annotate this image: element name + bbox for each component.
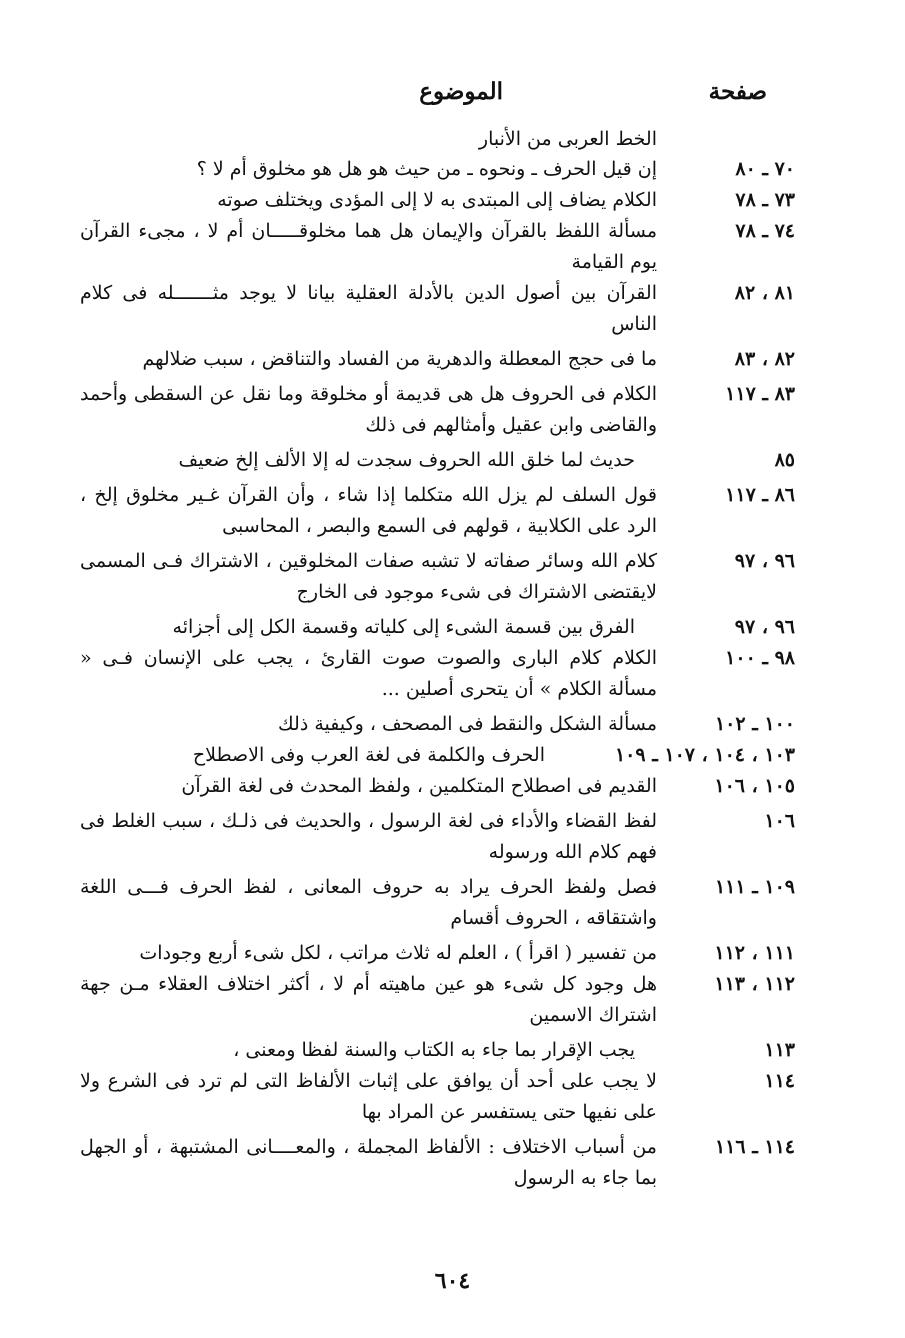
entry-topic: لا يجب على أحد أن يوافق على إثبات الألفاظ التى لم ترد فى الشرع ولا على نفيها حتى يستفسر عن المراد بها	[80, 1070, 657, 1123]
entry-topic: الكلام يضاف إلى المبتدى به لا إلى المؤدى ويختلف صوته	[217, 189, 657, 211]
entry-pages: ١١١ ، ١١٢	[714, 942, 795, 964]
index-entry	[0, 1132, 905, 1194]
page-number: ٦٠٤	[434, 1268, 471, 1294]
index-entry	[0, 344, 905, 375]
index-entry	[0, 546, 905, 608]
entry-topic: الفرق بين قسمة الشىء إلى كلياته وقسمة الكل إلى أجزائه	[172, 616, 635, 638]
entry-pages: ١٠٦	[764, 810, 795, 832]
index-entry	[0, 185, 905, 216]
index-entry	[0, 1035, 905, 1066]
entry-topic: إن قيل الحرف ـ ونحوه ـ من حيث هو هل هو مخلوق أم لا ؟	[196, 158, 657, 180]
entry-pages: ١٠٣ ، ١٠٤ ، ١٠٧ ـ ١٠٩	[614, 744, 795, 766]
index-entry	[0, 216, 905, 278]
entry-topic: الحرف والكلمة فى لغة العرب وفى الاصطلاح	[192, 744, 545, 766]
entry-topic: القرآن بين أصول الدين بالأدلة العقلية بيانا لا يوجد مثـــــــله فى كلام الناس	[80, 282, 657, 335]
index-entry	[0, 643, 905, 705]
intro-line: الخط العربى من الأنبار	[478, 128, 657, 150]
index-entry	[0, 806, 905, 868]
entry-topic: مسألة الشكل والنقط فى المصحف ، وكيفية ذلك	[278, 713, 657, 735]
index-entry	[0, 154, 905, 185]
index-entry	[0, 969, 905, 1031]
entry-pages: ١١٤	[764, 1070, 795, 1092]
entry-pages: ٨٦ ـ ١١٧	[725, 484, 795, 506]
index-entry	[0, 480, 905, 542]
entry-pages: ٩٦ ، ٩٧	[734, 550, 795, 572]
entry-pages: ١١٢ ، ١١٣	[714, 973, 795, 995]
entry-pages: ٨٢ ، ٨٣	[734, 348, 795, 370]
entry-topic: القديم فى اصطلاح المتكلمين ، ولفظ المحدث فى لغة القرآن	[181, 775, 657, 797]
entry-pages: ٨٥	[774, 449, 795, 471]
entry-topic: الكلام فى الحروف هل هى قديمة أو مخلوقة وما نقل عن السقطى وأحمد والقاضى وابن عقيل وأمثالهم فى ذلك	[80, 383, 657, 436]
entry-pages: ٧٤ ـ ٧٨	[735, 220, 795, 242]
index-entry	[0, 445, 905, 476]
entry-topic: من أسباب الاختلاف : الألفاظ المجملة ، والمعــــانى المشتبهة ، أو الجهل بما جاء به الرسول	[80, 1136, 657, 1189]
entry-topic: الكلام كلام البارى والصوت صوت القارئ ، يجب على الإنسان فـى « مسألة الكلام » أن يتحرى أصلين ...	[80, 647, 657, 700]
entry-topic: لفظ القضاء والأداء فى لغة الرسول ، والحديث فى ذلـك ، سبب الغلط فى فهم كلام الله ورسوله	[80, 810, 657, 863]
entry-topic: من تفسير ( اقرأ ) ، العلم له ثلاث مراتب ، لكل شىء أربع وجودات	[139, 942, 657, 964]
index-entry	[0, 379, 905, 441]
entry-topic: ما فى حجج المعطلة والدهرية من الفساد والتناقض ، سبب ضلالهم	[142, 348, 657, 370]
entry-pages: ٧٠ ـ ٨٠	[735, 158, 795, 180]
entry-pages: ١٠٩ ـ ١١١	[714, 876, 795, 898]
entry-pages: ٨١ ، ٨٢	[734, 282, 795, 304]
index-entry	[0, 612, 905, 643]
index-entry	[0, 1066, 905, 1128]
entry-pages: ١١٤ ـ ١١٦	[714, 1136, 795, 1158]
index-entry	[0, 740, 905, 771]
entry-topic: فصل ولفظ الحرف يراد به حروف المعانى ، لفظ الحرف فـــى اللغة واشتقاقه ، الحروف أقسام	[80, 876, 657, 929]
index-entry	[0, 709, 905, 740]
entry-topic: هل وجود كل شىء هو عين ماهيته أم لا ، أكثر اختلاف العقلاء مـن جهة اشتراك الاسمين	[80, 973, 657, 1026]
index-entries	[0, 154, 905, 1194]
page-column-heading: صفحة	[708, 78, 767, 105]
entry-pages: ١٠٠ ـ ١٠٢	[714, 713, 795, 735]
entry-pages: ١١٣	[764, 1039, 795, 1061]
entry-topic: يجب الإقرار بما جاء به الكتاب والسنة لفظا ومعنى ،	[233, 1039, 635, 1061]
entry-topic: حديث لما خلق الله الحروف سجدت له إلا الألف إلخ ضعيف	[178, 449, 635, 471]
index-entry	[0, 872, 905, 934]
index-entry	[0, 278, 905, 340]
entry-pages: ١٠٥ ، ١٠٦	[714, 775, 795, 797]
entry-pages: ٧٣ ـ ٧٨	[735, 189, 795, 211]
entry-pages: ٩٦ ، ٩٧	[734, 616, 795, 638]
entry-topic: قول السلف لم يزل الله متكلما إذا شاء ، وأن القرآن غـير مخلوق إلخ ، الرد على الكلابية ، قولهم فى السمع والبصر ، المحاسبى	[80, 484, 657, 537]
topic-column-heading: الموضوع	[419, 78, 503, 105]
index-entry	[0, 771, 905, 802]
entry-pages: ٩٨ ـ ١٠٠	[725, 647, 795, 669]
entry-topic: مسألة اللفظ بالقرآن والإيمان هل هما مخلوقـــــان أم لا ، مجىء القرآن يوم القيامة	[80, 220, 657, 273]
index-entry	[0, 938, 905, 969]
entry-pages: ٨٣ ـ ١١٧	[725, 383, 795, 405]
entry-topic: كلام الله وسائر صفاته لا تشبه صفات المخلوقين ، الاشتراك فـى المسمى لايقتضى الاشتراك فى شىء موجود فى الخارج	[80, 550, 657, 603]
table-header	[0, 78, 905, 114]
